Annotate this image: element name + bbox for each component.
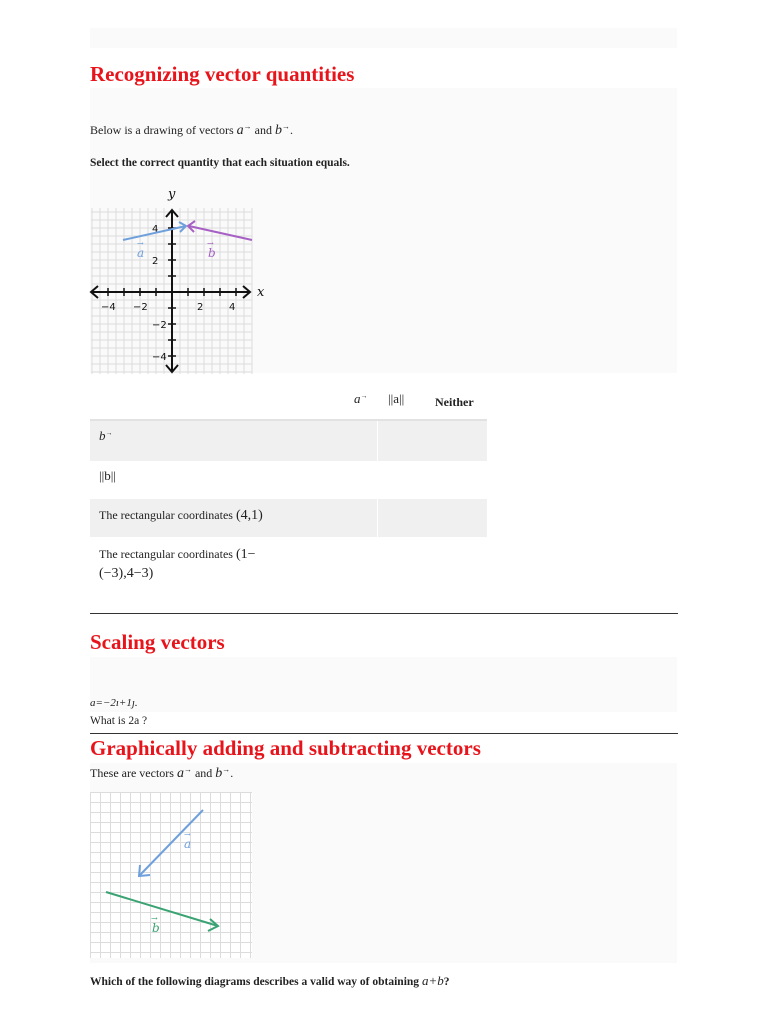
y-tick-label: 2 [152, 256, 159, 267]
adding-question: Which of the following diagrams describes a valid way of obtaining a+b? [90, 973, 450, 988]
vector-b-label: b [208, 246, 216, 260]
x-tick-label: −2 [133, 302, 148, 313]
x-axis-label: x [257, 285, 265, 300]
y-axis-label: y [168, 187, 176, 202]
answer-cell-coords-4-1[interactable] [378, 499, 487, 537]
top-band [90, 28, 677, 48]
vector-a-label: a [137, 246, 145, 260]
section-title-scaling: Scaling vectors [90, 630, 225, 654]
section-divider [90, 733, 678, 734]
tick-labels [101, 224, 235, 363]
table-row-label: The rectangular coordinates (4,1) [99, 508, 263, 523]
section-divider [90, 613, 678, 614]
x-tick-label: 4 [229, 302, 236, 313]
vector-diagram-2 [90, 792, 252, 958]
answer-cell-coords-expr[interactable] [378, 537, 487, 587]
y-tick-label: −4 [152, 352, 167, 363]
y-tick-label: −2 [152, 320, 167, 331]
x-tick-label: 2 [197, 302, 204, 313]
table-header-a: a→ [354, 391, 368, 406]
intro-text: Below is a drawing of vectors a→ and b→. [90, 122, 293, 138]
section-title-adding: Graphically adding and subtracting vectors [90, 736, 481, 760]
table-row-label: ||b|| [99, 468, 116, 483]
question-band-2 [90, 657, 677, 712]
answer-cell-b[interactable] [378, 421, 487, 461]
x-tick-label: −4 [101, 302, 116, 313]
vector-b-label: b [152, 921, 160, 935]
table-header-neither: Neither [435, 395, 474, 409]
scaling-question: What is 2a ? [90, 715, 148, 727]
section-title-recognizing: Recognizing vector quantities [90, 62, 355, 86]
table-header-norm-a: ||a|| [388, 391, 405, 406]
vector-a-label: a [184, 837, 192, 851]
x-axis [91, 286, 250, 298]
scaling-equation: a=−2ı+1ȷ. [90, 697, 138, 709]
y-tick-label: 4 [152, 224, 159, 235]
answer-cell-norm-b[interactable] [378, 461, 487, 499]
vector-a-arrow-mark: → [137, 239, 144, 248]
vector-a-arrow-mark: → [184, 830, 191, 839]
table-row-label: b→ [99, 428, 113, 443]
instruction-text: Select the correct quantity that each situation equals. [90, 157, 350, 169]
vector-b-arrow-mark: → [207, 239, 214, 248]
adding-intro-text: These are vectors a→ and b→. [90, 765, 234, 781]
vector-b-arrow-mark: → [151, 914, 158, 923]
table-row-label: The rectangular coordinates (1− (−3),4−3) [99, 547, 256, 581]
vector-graph [88, 182, 278, 378]
